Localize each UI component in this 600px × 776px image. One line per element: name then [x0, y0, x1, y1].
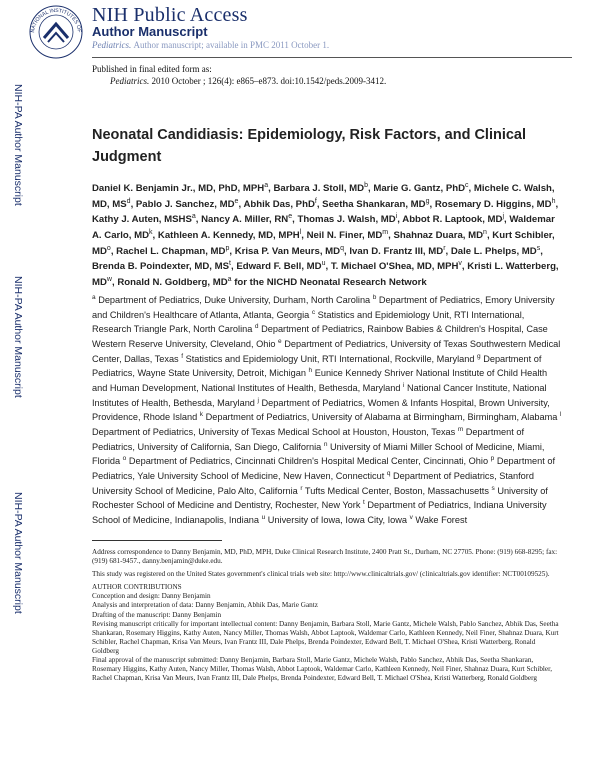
affiliation-marker: c: [311, 308, 316, 316]
author-affiliation-marker: w: [106, 276, 112, 284]
affiliation-marker: h: [308, 367, 313, 375]
citation-journal: Pediatrics.: [110, 76, 150, 86]
affiliation-marker: d: [254, 323, 259, 331]
author-name: Ronald N. Goldberg, MD: [117, 277, 228, 289]
author-name: Rachel L. Chapman, MD: [116, 245, 226, 257]
author-affiliation-marker: o: [106, 244, 111, 252]
footnotes: [92, 548, 562, 683]
author-affiliation-marker: f: [314, 197, 317, 205]
header-divider: [92, 57, 572, 58]
author-affiliation-marker: c: [465, 182, 469, 189]
author-affiliation-marker: l: [299, 229, 302, 237]
affiliation-marker: e: [278, 337, 282, 345]
author-name: Kathy J. Auten, MSHS: [92, 214, 192, 226]
article-title: Neonatal Candidiasis: Epidemiology, Risk Factors, and Clinical Judgment: [92, 127, 527, 165]
affiliation-marker: a: [92, 294, 96, 301]
affiliation-text: Department of Pediatrics, Rainbow Babies & Children's Hospital, Case Western Reserve University, Cleveland, Ohio: [92, 324, 548, 350]
affiliation-text: University of Rochester School of Medicine and Dentistry, Rochester, New York: [92, 485, 548, 511]
affiliation-text: Department of Pediatrics, Wayne State University, Detroit, Michigan: [92, 353, 542, 379]
contribution-item: Revising manuscript critically for important intellectual content: Danny Benjamin, Barbara Stoll, Marie Gantz, Michele Walsh, Pablo Sanchez, Abhik Das, Seetha Shankaran, Rosemary Higgins, Kathy Auten, Nancy Miller, Thomas Walsh, Abbot Laptook, Waldemar Carlo, Kathleen Kennedy, Neil Finer, Shahnaz Duara, Kurt Schibler, Rachel Chapman, Krisa Van Meurs, Ivan Frantz III, Dale Phelps, Brenda Poindexter, Edward Bell, T. Michael O'Shea, Kristi Watterberg, Ronald Goldberg: [92, 619, 559, 655]
author-affiliation-marker: j: [502, 213, 505, 221]
author-affiliation-marker: a: [264, 182, 269, 189]
contributions-heading: AUTHOR CONTRIBUTIONS: [92, 583, 182, 592]
affiliation-marker: t: [363, 499, 365, 507]
affiliation-marker: f: [181, 352, 184, 360]
author-affiliation-marker: d: [126, 197, 131, 205]
author-affiliation-marker: b: [364, 182, 368, 189]
author-name: Waldemar A. Carlo, MD: [92, 214, 555, 242]
author-affiliation-marker: v: [458, 260, 462, 268]
affiliation-text: Department of Pediatrics, Emory University and Children's Healthcare of Atlanta, Atlanta, Georgia: [92, 295, 555, 320]
author-name: Abhik Das, PhD: [243, 198, 315, 210]
affiliation-text: Department of Pediatrics, Cincinnati Children's Hospital Medical Center, Cincinnati, Ohio: [128, 456, 489, 467]
side-label-manuscript: NIH-PA Author Manuscript: [12, 84, 24, 206]
author-name: Daniel K. Benjamin Jr., MD, PhD, MPH: [92, 183, 265, 195]
author-name: Krisa P. Van Meurs, MD: [234, 245, 341, 257]
author-name: Kathleen A. Kennedy, MD, MPH: [157, 230, 300, 242]
author-affiliation-marker: m: [382, 229, 389, 237]
author-name: Seetha Shankaran, MD: [322, 198, 426, 210]
author-contributions: [92, 583, 562, 683]
availability-note: [92, 40, 329, 50]
published-in-label: Published in final edited form as:: [92, 64, 212, 74]
affiliation-marker: l: [559, 411, 562, 419]
affiliation-text: Statistics and Epidemiology Unit, RTI International, Rockville, Maryland: [185, 353, 475, 364]
correspondence-note: Address correspondence to Danny Benjamin, MD, PhD, MPH, Duke Clinical Research Institute, 2400 Pratt St., Durham, NC 27705. Phone: (919) 668-8295; fax: (919) 681-9457., danny.benjamin@duke.edu.: [92, 548, 558, 566]
author-name: Marie G. Gantz, PhD: [373, 183, 466, 195]
author-affiliation-marker: a: [191, 213, 196, 221]
affiliation-marker: i: [403, 381, 405, 389]
author-name: Neil N. Finer, MD: [306, 230, 383, 242]
affiliation-text: Eunice Kennedy Shriver National Institute of Child Health and Human Development, National Institutes of Health, Bethesda, Maryland: [92, 368, 548, 393]
side-label-manuscript: NIH-PA Author Manuscript: [12, 276, 24, 398]
affiliation-marker: b: [372, 294, 377, 301]
author-affiliation-marker: k: [149, 229, 153, 237]
author-name: Shahnaz Duara, MD: [393, 230, 484, 242]
affiliation-text: Department of Pediatrics, University of Texas Medical School at Houston, Houston, Texas: [92, 426, 456, 437]
author-group: for the NICHD Neonatal Research Network: [231, 277, 427, 289]
affiliation-marker: u: [261, 513, 266, 521]
author-affiliation-marker: e: [234, 197, 239, 205]
author-name: Rosemary D. Higgins, MD: [434, 198, 552, 210]
svg-text:NATIONAL INSTITUTES OF HEALTH: [28, 4, 82, 34]
availability-text: Author manuscript; available in PMC 2011 October 1.: [133, 40, 330, 50]
affiliation-marker: p: [490, 455, 495, 463]
author-affiliation-marker: i: [395, 213, 398, 221]
contribution-item: Conception and design: Danny Benjamin: [92, 592, 211, 601]
affiliation-text: Wake Forest: [415, 514, 468, 525]
affiliations: [92, 292, 562, 527]
author-name: Barbara J. Stoll, MD: [273, 183, 365, 195]
author-name: Kurt Schibler, MD: [92, 230, 555, 257]
author-affiliation-marker: u: [321, 260, 326, 268]
contribution-item: Drafting of the manuscript: Danny Benjamin: [92, 610, 222, 619]
author-name: Thomas J. Walsh, MD: [297, 214, 396, 226]
affiliation-text: Department of Pediatrics, University of Alabama at Birmingham, Birmingham, Alabama: [205, 412, 558, 423]
author-manuscript-subtitle: Author Manuscript: [92, 24, 208, 39]
affiliation-marker: k: [199, 411, 204, 419]
author-affiliation-marker: p: [225, 244, 230, 252]
author-affiliation-marker: a: [227, 276, 232, 284]
affiliation-marker: m: [457, 425, 464, 433]
affiliation-text: Tufts Medical Center, Boston, Massachusetts: [304, 485, 489, 496]
author-name: Nancy A. Miller, RN: [201, 214, 289, 226]
citation: [110, 76, 386, 86]
nih-logo: [28, 4, 84, 60]
citation-details: 2010 October ; 126(4): e865–e873. doi:10.1542/peds.2009-3412.: [149, 76, 387, 86]
affiliation-marker: r: [300, 484, 303, 492]
affiliation-text: National Cancer Institute, National Institutes of Health, Bethesda, Maryland: [92, 383, 547, 408]
author-name: Michele C. Walsh, MD, MS: [92, 183, 555, 210]
logo-lettering: NATIONAL INSTITUTES OF: [29, 7, 82, 34]
affiliation-text: Statistics and Epidemiology Unit, RTI International, Research Triangle Park, North Carolina: [92, 309, 525, 335]
affiliation-text: Department of Pediatrics, Indiana University School of Medicine, Indianapolis, Indiana: [92, 500, 547, 525]
author-list: Daniel K. Benjamin Jr., MD, PhD, MPH$^a$, Barbara J. Stoll, $MD^b$, Marie G. Gantz, PhD$^c$, Michele C. Walsh, MD, $MS^d$, Pablo J. Sanchez, MDe, Abhik Das, PhD$^f$, Seetha Shankaran, $MD^g$, Rosemary D. Higgins, $MD^h$, Kathy J. Auten, MSHS$^a$, Nancy A. Miller, $RN^e$, Thomas J. Walsh, $MD^i$, Abbot R. Laptook, $MD^j$, Waldemar A. Carlo, $MD^k$, Kathleen A. Kennedy, MD, MPH$^l$, Neil N. Finer, $MD^m$, Shahnaz Duara, $MD^n$, Kurt Schibler, $MD^o$, Rachel L. Chapman, $MD^p$, Krisa P. Van Meurs, $MD^q$, Ivan D. Frantz III, $MD^r$, Dale L. Phelps, $MD^s$, Brenda B. Poindexter, MD, $MS^t$, Edward F. Bell, $MD^u$, T. Michael O'Shea, MD, MPH$^v$, Kristi L. Watterberg, $MD^w$, Ronald N. Goldberg, $MD^a$ for the NICHD Neonatal Research Network: [92, 182, 559, 289]
author-affiliation-marker: q: [340, 244, 345, 252]
affiliation-text: Department of Pediatrics, Yale University School of Medicine, New Haven, Connecticut: [92, 456, 556, 481]
footnote-divider: [92, 540, 222, 541]
author-name: Dale L. Phelps, MD: [450, 245, 537, 257]
author-name: Edward F. Bell, MD: [236, 261, 322, 273]
affiliation-marker: v: [409, 513, 413, 521]
affiliation-text: Department of Pediatrics, University of California, San Diego, California: [92, 426, 525, 452]
affiliation-marker: q: [386, 469, 391, 477]
affiliation-marker: n: [323, 440, 328, 448]
contribution-item: Analysis and interpretation of data: Danny Benjamin, Abhik Das, Marie Gantz: [92, 601, 318, 610]
affiliation-text: University of Miami Miller School of Medicine, Miami, Florida: [92, 441, 545, 467]
contribution-item: Final approval of the manuscript submitted: Danny Benjamin, Barbara Stoll, Marie Gantz, Michele Walsh, Pablo Sanchez, Abhik Das, Seetha Shankaran, Rosemary Higgins, Kathy Auten, Nancy Miller, Thomas Walsh, Abbot Laptook, Waldemar Carlo, Kathleen Kennedy, Neil Finer, Shahnaz Duara, Kurt Schibler, Rachel Chapman, Krisa Van Meurs, Ivan Frantz III, Dale Phelps, Brenda Poindexter, Edward Bell, T. Michael O'Shea, Kristi Watterberg, Ronald Goldberg: [92, 656, 553, 683]
author-affiliation-marker: e: [288, 213, 293, 221]
author-name: Brenda B. Poindexter, MD, MS: [92, 261, 230, 273]
author-affiliation-marker: g: [425, 197, 430, 205]
affiliation-marker: o: [122, 455, 127, 463]
author-affiliation-marker: s: [536, 244, 541, 252]
author-affiliation-marker: r: [443, 244, 446, 252]
affiliation-marker: s: [491, 484, 495, 492]
author-affiliation-marker: n: [483, 229, 487, 237]
author-name: Kristi L. Watterberg, MD: [92, 261, 559, 289]
author-name: Ivan D. Frantz III, MD: [349, 245, 444, 257]
author-affiliation-marker: t: [229, 260, 231, 268]
author-name: T. Michael O'Shea, MD, MPH: [330, 261, 459, 273]
affiliation-text: Department of Pediatrics, Women & Infants Hospital, Brown University, Providence, Rhode Island: [92, 397, 550, 423]
availability-journal: Pediatrics.: [92, 40, 132, 50]
affiliation-marker: j: [257, 396, 259, 404]
nih-public-access-title: NIH Public Access: [92, 4, 248, 26]
affiliation-text: Department of Pediatrics, University of Texas Southwestern Medical Center, Dallas, Texas: [92, 339, 561, 364]
affiliation-marker: g: [477, 352, 481, 360]
affiliation-text: Department of Pediatrics, Stanford University School of Medicine, Palo Alto, California: [92, 470, 534, 496]
side-label-manuscript: NIH-PA Author Manuscript: [12, 492, 24, 614]
author-affiliation-marker: h: [551, 197, 556, 205]
author-name: Pablo J. Sanchez, MD: [135, 198, 235, 210]
author-name: Abbot R. Laptook, MD: [402, 214, 503, 226]
affiliation-text: University of Iowa, Iowa City, Iowa: [267, 514, 408, 525]
affiliation-text: Department of Pediatrics, Duke University, Durham, North Carolina: [98, 295, 371, 306]
registration-note: This study was registered on the United States government's clinical trials web site: http://www.clinicaltrials.gov/ (clinicaltrials.gov identifier: NCT00109525).: [92, 570, 550, 579]
